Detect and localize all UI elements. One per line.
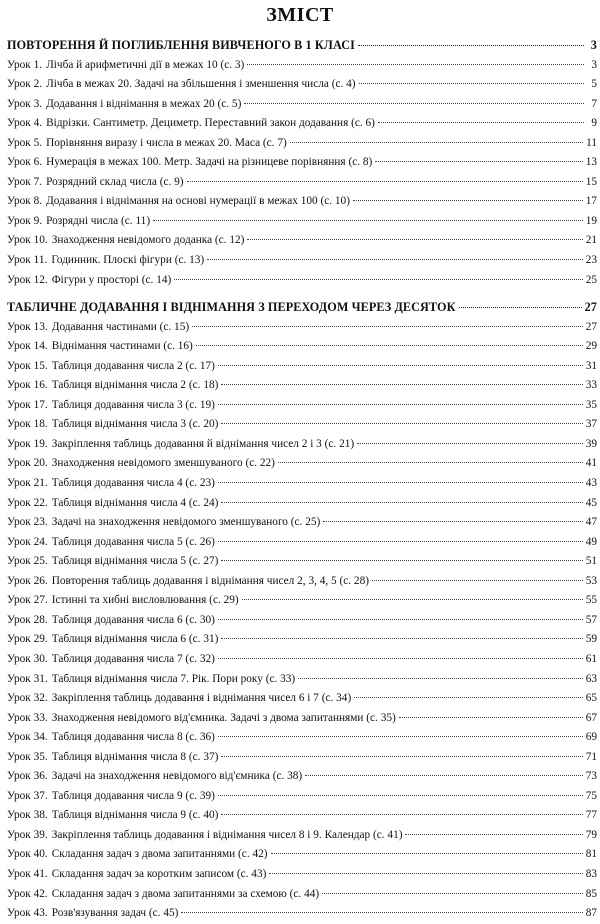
dot-leader — [322, 893, 583, 894]
lesson-number: Урок 4. — [7, 117, 43, 130]
lesson-title: Знаходження невідомого доданка (с. 12) — [51, 234, 245, 247]
lesson-row[interactable] — [7, 271, 597, 291]
lesson-row[interactable] — [7, 454, 597, 474]
lesson-title: Таблиця додавання числа 6 (с. 30) — [51, 613, 215, 626]
dot-leader — [305, 775, 583, 776]
table-of-contents — [7, 36, 597, 924]
lesson-title: Порівняння виразу і числа в межах 20. Маса (с. 7) — [46, 136, 287, 149]
lesson-title: Таблиця віднімання числа 7. Рік. Пори року (с. 33) — [51, 672, 296, 685]
lesson-title: Складання задач за коротким записом (с. 43) — [51, 867, 267, 880]
dot-leader — [242, 599, 583, 600]
lesson-title: Додавання і віднімання в межах 20 (с. 5) — [46, 97, 242, 110]
dot-leader — [278, 462, 583, 463]
lesson-number: Урок 8. — [7, 195, 43, 208]
lesson-page-number: 65 — [585, 692, 597, 705]
lesson-number: Урок 3. — [7, 97, 43, 110]
dot-leader — [290, 142, 583, 143]
lesson-row[interactable] — [7, 748, 597, 768]
dot-leader — [372, 580, 583, 581]
dot-leader — [358, 45, 584, 46]
lesson-page-number: 5 — [591, 78, 597, 91]
lesson-title: Повторення таблиць додавання і віднімання чисел 2, 3, 4, 5 (с. 28) — [51, 574, 369, 587]
lesson-number: Урок 31. — [7, 672, 48, 685]
lesson-number: Урок 19. — [7, 437, 48, 450]
lesson-number: Урок 38. — [7, 809, 48, 822]
lesson-page-number: 21 — [585, 234, 597, 247]
lesson-title: Істинні та хибні висловлювання (с. 29) — [51, 594, 239, 607]
dot-leader — [375, 161, 582, 162]
lesson-number: Урок 37. — [7, 789, 48, 802]
section-page-number: 3 — [590, 38, 597, 52]
section-page-number: 27 — [584, 300, 597, 315]
dot-leader — [187, 181, 583, 182]
dot-leader — [269, 873, 582, 874]
lesson-page-number: 45 — [585, 496, 597, 509]
dot-leader — [353, 200, 583, 201]
lesson-number: Урок 34. — [7, 731, 48, 744]
lesson-number: Урок 23. — [7, 516, 48, 529]
lesson-page-number: 25 — [585, 273, 597, 286]
lesson-row[interactable] — [7, 474, 597, 494]
lesson-page-number: 17 — [585, 195, 597, 208]
lesson-title: Таблиця віднімання числа 2 (с. 18) — [51, 379, 219, 392]
lesson-number: Урок 15. — [7, 359, 48, 372]
lesson-number: Урок 7. — [7, 175, 43, 188]
section-heading-row[interactable] — [7, 36, 597, 56]
lesson-row[interactable] — [7, 630, 597, 650]
lesson-number: Урок 17. — [7, 398, 48, 411]
lesson-page-number: 87 — [585, 907, 597, 920]
lesson-page-number: 13 — [585, 156, 597, 169]
dot-leader — [271, 853, 583, 854]
dot-leader — [207, 259, 583, 260]
dot-leader — [323, 521, 582, 522]
dot-leader — [218, 658, 583, 659]
lesson-row[interactable] — [7, 806, 597, 826]
lesson-page-number: 35 — [585, 398, 597, 411]
lesson-page-number: 67 — [585, 711, 597, 724]
lesson-row[interactable] — [7, 826, 597, 846]
lesson-title: Таблиця додавання числа 9 (с. 39) — [51, 789, 215, 802]
lesson-number: Урок 9. — [7, 214, 43, 227]
lesson-row[interactable] — [7, 670, 597, 690]
lesson-page-number: 53 — [585, 574, 597, 587]
lesson-title: Закріплення таблиць додавання і віднімання чисел 8 і 9. Календар (с. 41) — [51, 828, 403, 841]
lesson-number: Урок 21. — [7, 477, 48, 490]
lesson-number: Урок 5. — [7, 136, 43, 149]
lesson-row[interactable] — [7, 415, 597, 435]
lesson-title: Задачі на знаходження невідомого зменшуваного (с. 25) — [51, 516, 321, 529]
dot-leader — [192, 326, 583, 327]
lesson-title: Лічба в межах 20. Задачі на збільшення і зменшення числа (с. 4) — [46, 78, 356, 91]
dot-leader — [247, 64, 584, 65]
dot-leader — [218, 619, 583, 620]
dot-leader — [221, 384, 582, 385]
dot-leader — [221, 814, 582, 815]
lesson-row[interactable] — [7, 728, 597, 748]
lesson-title: Закріплення таблиць додавання і віднімання чисел 6 і 7 (с. 34) — [51, 692, 352, 705]
lesson-title: Таблиця віднімання числа 9 (с. 40) — [51, 809, 219, 822]
lesson-number: Урок 33. — [7, 711, 48, 724]
dot-leader — [196, 345, 583, 346]
dot-leader — [399, 717, 583, 718]
dot-leader — [153, 220, 583, 221]
lesson-page-number: 11 — [586, 136, 597, 149]
lesson-number: Урок 22. — [7, 496, 48, 509]
lesson-row[interactable] — [7, 591, 597, 611]
lesson-page-number: 39 — [585, 437, 597, 450]
dot-leader — [244, 103, 584, 104]
lesson-row[interactable] — [7, 212, 597, 232]
lesson-page-number: 69 — [585, 731, 597, 744]
lesson-page-number: 61 — [585, 652, 597, 665]
lesson-title: Таблиця віднімання числа 5 (с. 27) — [51, 555, 219, 568]
lesson-number: Урок 27. — [7, 594, 48, 607]
lesson-page-number: 57 — [585, 613, 597, 626]
lesson-row[interactable] — [7, 865, 597, 885]
dot-leader — [218, 541, 583, 542]
lesson-number: Урок 16. — [7, 379, 48, 392]
lesson-title: Годинник. Плоскі фігури (с. 13) — [51, 254, 205, 267]
lesson-number: Урок 40. — [7, 848, 48, 861]
lesson-page-number: 59 — [585, 633, 597, 646]
lesson-page-number: 29 — [585, 340, 597, 353]
lesson-title: Знаходження невідомого зменшуваного (с. 22) — [51, 457, 275, 470]
lesson-row[interactable] — [7, 767, 597, 787]
lesson-title: Таблиця віднімання числа 3 (с. 20) — [51, 418, 219, 431]
lesson-number: Урок 6. — [7, 156, 43, 169]
dot-leader — [218, 365, 583, 366]
lesson-row[interactable] — [7, 376, 597, 396]
lesson-page-number: 15 — [585, 175, 597, 188]
lesson-row[interactable] — [7, 337, 597, 357]
lesson-title: Закріплення таблиць додавання й віднімання чисел 2 і 3 (с. 21) — [51, 437, 355, 450]
lesson-row[interactable] — [7, 904, 597, 924]
lesson-title: Складання задач з двома запитаннями (с. 42) — [51, 848, 268, 861]
lesson-page-number: 19 — [585, 214, 597, 227]
lesson-page-number: 79 — [585, 828, 597, 841]
dot-leader — [378, 122, 584, 123]
section-title: ПОВТОРЕННЯ Й ПОГЛИБЛЕННЯ ВИВЧЕНОГО В 1 КЛАСІ — [7, 38, 356, 52]
lesson-row[interactable] — [7, 845, 597, 865]
lesson-number: Урок 28. — [7, 613, 48, 626]
lesson-page-number: 73 — [585, 770, 597, 783]
lesson-page-number: 7 — [591, 97, 597, 110]
lesson-number: Урок 30. — [7, 652, 48, 665]
dot-leader — [218, 404, 583, 405]
lesson-row[interactable] — [7, 56, 597, 76]
lesson-title: Знаходження невідомого від'ємника. Задачі з двома запитаннями (с. 35) — [51, 711, 396, 724]
dot-leader — [218, 795, 583, 796]
lesson-number: Урок 32. — [7, 692, 48, 705]
lesson-row[interactable] — [7, 153, 597, 173]
dot-leader — [221, 423, 582, 424]
dot-leader — [247, 239, 582, 240]
lesson-row[interactable] — [7, 689, 597, 709]
lesson-row[interactable] — [7, 435, 597, 455]
lesson-number: Урок 10. — [7, 234, 48, 247]
lesson-row[interactable] — [7, 173, 597, 193]
lesson-number: Урок 2. — [7, 78, 43, 91]
lesson-row[interactable] — [7, 95, 597, 115]
lesson-title: Лічба й арифметичні дії в межах 10 (с. 3) — [46, 58, 245, 71]
lesson-number: Урок 35. — [7, 750, 48, 763]
lesson-row[interactable] — [7, 251, 597, 271]
lesson-title: Додавання частинами (с. 15) — [51, 320, 190, 333]
lesson-title: Розв'язування задач (с. 45) — [51, 907, 179, 920]
lesson-title: Розрядні числа (с. 11) — [46, 214, 151, 227]
dot-leader — [221, 756, 582, 757]
lesson-number: Урок 1. — [7, 58, 43, 71]
lesson-page-number: 23 — [585, 254, 597, 267]
lesson-row[interactable] — [7, 192, 597, 212]
lesson-page-number: 31 — [585, 359, 597, 372]
lesson-page-number: 83 — [585, 867, 597, 880]
lesson-page-number: 63 — [585, 672, 597, 685]
lesson-title: Таблиця додавання числа 4 (с. 23) — [51, 477, 215, 490]
lesson-title: Таблиця додавання числа 3 (с. 19) — [51, 398, 215, 411]
lesson-row[interactable] — [7, 357, 597, 377]
lesson-title: Таблиця додавання числа 5 (с. 26) — [51, 535, 215, 548]
lesson-row[interactable] — [7, 396, 597, 416]
lesson-row[interactable] — [7, 533, 597, 553]
dot-leader — [174, 279, 582, 280]
lesson-title: Таблиця додавання числа 8 (с. 36) — [51, 731, 215, 744]
lesson-number: Урок 20. — [7, 457, 48, 470]
lesson-title: Фігури у просторі (с. 14) — [51, 273, 172, 286]
lesson-title: Відрізки. Сантиметр. Дециметр. Переставний закон додавання (с. 6) — [46, 117, 375, 130]
lesson-number: Урок 24. — [7, 535, 48, 548]
dot-leader — [357, 443, 583, 444]
lesson-page-number: 75 — [585, 789, 597, 802]
lesson-number: Урок 43. — [7, 907, 48, 920]
lesson-row[interactable] — [7, 75, 597, 95]
lesson-number: Урок 26. — [7, 574, 48, 587]
section-heading-row[interactable] — [7, 298, 597, 318]
lesson-number: Урок 14. — [7, 340, 48, 353]
lesson-row[interactable] — [7, 231, 597, 251]
lesson-title: Таблиця додавання числа 7 (с. 32) — [51, 652, 215, 665]
lesson-number: Урок 13. — [7, 320, 48, 333]
dot-leader — [298, 678, 583, 679]
lesson-title: Додавання і віднімання на основі нумерації в межах 100 (с. 10) — [46, 195, 350, 208]
lesson-row[interactable] — [7, 611, 597, 631]
lesson-page-number: 71 — [585, 750, 597, 763]
lesson-title: Віднімання частинами (с. 16) — [51, 340, 193, 353]
lesson-page-number: 37 — [585, 418, 597, 431]
dot-leader — [218, 482, 583, 483]
lesson-title: Таблиця віднімання числа 4 (с. 24) — [51, 496, 219, 509]
dot-leader — [405, 834, 582, 835]
lesson-row[interactable] — [7, 134, 597, 154]
lesson-page-number: 43 — [585, 477, 597, 490]
lesson-title: Нумерація в межах 100. Метр. Задачі на різницеве порівняння (с. 8) — [46, 156, 373, 169]
lesson-number: Урок 39. — [7, 828, 48, 841]
lesson-page-number: 55 — [585, 594, 597, 607]
dot-leader — [354, 697, 582, 698]
dot-leader — [218, 736, 583, 737]
lesson-row[interactable] — [7, 513, 597, 533]
lesson-row[interactable] — [7, 885, 597, 905]
lesson-title: Розрядний склад числа (с. 9) — [46, 175, 184, 188]
lesson-row[interactable] — [7, 709, 597, 729]
dot-leader — [221, 638, 582, 639]
lesson-row[interactable] — [7, 494, 597, 514]
lesson-number: Урок 18. — [7, 418, 48, 431]
page-title: ЗМІСТ — [266, 4, 334, 26]
lesson-page-number: 49 — [585, 535, 597, 548]
lesson-number: Урок 11. — [7, 254, 48, 267]
lesson-number: Урок 29. — [7, 633, 48, 646]
lesson-row[interactable] — [7, 552, 597, 572]
lesson-row[interactable] — [7, 114, 597, 134]
dot-leader — [459, 307, 582, 308]
lesson-row[interactable] — [7, 650, 597, 670]
lesson-number: Урок 41. — [7, 867, 48, 880]
lesson-row[interactable] — [7, 318, 597, 338]
lesson-title: Таблиця додавання числа 2 (с. 17) — [51, 359, 215, 372]
lesson-page-number: 9 — [591, 117, 597, 130]
lesson-row[interactable] — [7, 787, 597, 807]
lesson-page-number: 47 — [585, 516, 597, 529]
dot-leader — [359, 83, 584, 84]
lesson-page-number: 27 — [585, 320, 597, 333]
lesson-number: Урок 36. — [7, 770, 48, 783]
lesson-title: Задачі на знаходження невідомого від'ємника (с. 38) — [51, 770, 303, 783]
lesson-page-number: 3 — [591, 58, 597, 71]
lesson-number: Урок 25. — [7, 555, 48, 568]
lesson-page-number: 85 — [585, 887, 597, 900]
lesson-title: Таблиця віднімання числа 8 (с. 37) — [51, 750, 219, 763]
lesson-title: Таблиця віднімання числа 6 (с. 31) — [51, 633, 219, 646]
lesson-number: Урок 42. — [7, 887, 48, 900]
lesson-page-number: 81 — [585, 848, 597, 861]
dot-leader — [181, 912, 582, 913]
lesson-row[interactable] — [7, 572, 597, 592]
lesson-title: Складання задач з двома запитаннями за схемою (с. 44) — [51, 887, 320, 900]
lesson-page-number: 77 — [585, 809, 597, 822]
dot-leader — [221, 502, 582, 503]
lesson-page-number: 41 — [585, 457, 597, 470]
dot-leader — [221, 560, 582, 561]
lesson-number: Урок 12. — [7, 273, 48, 286]
section-title: ТАБЛИЧНЕ ДОДАВАННЯ І ВІДНІМАННЯ З ПЕРЕХОДОМ ЧЕРЕЗ ДЕСЯТОК — [7, 300, 456, 315]
lesson-page-number: 51 — [585, 555, 597, 568]
lesson-page-number: 33 — [585, 379, 597, 392]
